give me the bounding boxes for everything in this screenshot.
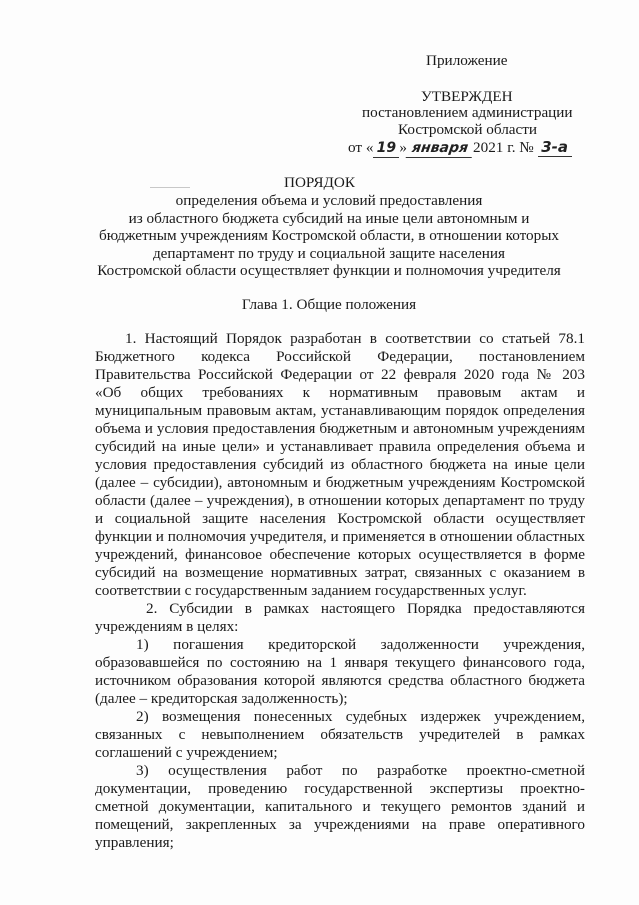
date-separator: » <box>399 139 408 156</box>
body-line-16: 2. Субсидии в рамках настоящего Порядка предоставляются <box>146 600 585 617</box>
date-prefix: от « <box>348 139 374 156</box>
body-line-24: соглашений с учреждением; <box>95 744 278 761</box>
approved-label: УТВЕРЖДЕН <box>421 88 513 105</box>
body-line-20: источником образования которой являются средства областного бюджета <box>95 672 585 689</box>
date-line <box>348 138 572 158</box>
body-line-2: Бюджетного кодекса Российской Федерации, постановлением <box>95 348 585 365</box>
body-line-17: учреждениям в целях: <box>95 618 239 635</box>
body-line-22: 2) возмещения понесенных судебных издержек учреждением, <box>136 708 585 725</box>
body-line-13: учреждений, финансовое обеспечение которых осуществляется в форме <box>95 546 585 563</box>
body-line-25: 3) осуществления работ по разработке проектно-сметной <box>136 762 585 779</box>
body-line-9: (далее – субсидии), автономным и бюджетным учреждениям Костромской <box>95 474 585 491</box>
handwritten-month: января <box>406 139 475 158</box>
body-line-26: документации, проведению государственной экспертизы проектно- <box>95 780 585 797</box>
title-line-4: департамент по труду и социальной защите населения <box>152 245 506 262</box>
body-line-23: связанных с невыполнением обязательств учредителей в рамках <box>95 726 585 743</box>
date-year: 2021 г. № <box>473 139 534 156</box>
body-line-14: субсидий на возмещение нормативных затрат, связанных с оказанием в <box>95 564 585 581</box>
chapter-heading: Глава 1. Общие положения <box>241 296 417 313</box>
body-line-5: муниципальным правовым актам, устанавливающим порядок определения <box>95 402 585 419</box>
body-line-15: соответствии с государственным заданием государственных услуг. <box>95 582 527 599</box>
title-line-2: из областного бюджета субсидий на иные цели автономным и <box>128 210 530 227</box>
body-line-21: (далее – кредиторская задолженность); <box>95 690 348 707</box>
region-label: Костромской области <box>398 121 538 138</box>
title-line-5: Костромской области осуществляет функции и полномочия учредителя <box>97 262 561 279</box>
body-line-1: 1. Настоящий Порядок разработан в соответствии со статьей 78.1 <box>125 330 585 347</box>
resolution-label: постановлением администрации <box>362 104 573 121</box>
handwritten-day: 19 <box>373 139 399 158</box>
body-line-6: объема и условия предоставления бюджетным и автономным учреждениям <box>95 420 585 437</box>
body-line-28: помещений, закрепленных за учреждениями на праве оперативного <box>95 816 585 833</box>
title-line-3: бюджетным учреждениям Костромской области, в отношении которых <box>98 227 560 244</box>
handwritten-doc-number: 3-а <box>538 138 572 157</box>
body-line-27: сметной документации, капитального и текущего ремонтов зданий и <box>95 798 585 815</box>
body-line-11: и социальной защите населения Костромской области осуществляет <box>95 510 585 527</box>
body-line-7: субсидий на иные цели» и устанавливает правила определения объема и <box>95 438 585 455</box>
body-line-19: образовавшейся по состоянию на 1 января текущего финансового года, <box>95 654 585 671</box>
appendix-label: Приложение <box>426 52 508 69</box>
body-line-18: 1) погашения кредиторской задолженности учреждения, <box>136 636 585 653</box>
body-line-4: «Об общих требованиях к нормативным правовым актам и <box>95 384 585 401</box>
doc-title: ПОРЯДОК <box>283 174 355 191</box>
body-line-12: функции и полномочия учредителя, и применяется в отношении областных <box>95 528 585 545</box>
body-line-8: условия предоставления субсидий из областного бюджета на иные цели <box>95 456 585 473</box>
body-line-29: управления; <box>95 834 174 851</box>
body-line-10: области (далее – учреждения), в отношении которых департамент по труду <box>95 492 585 509</box>
title-line-1: определения объема и условий предоставления <box>175 192 483 209</box>
body-line-3: Правительства Российской Федерации от 22 февраля 2020 года № 203 <box>95 366 585 383</box>
